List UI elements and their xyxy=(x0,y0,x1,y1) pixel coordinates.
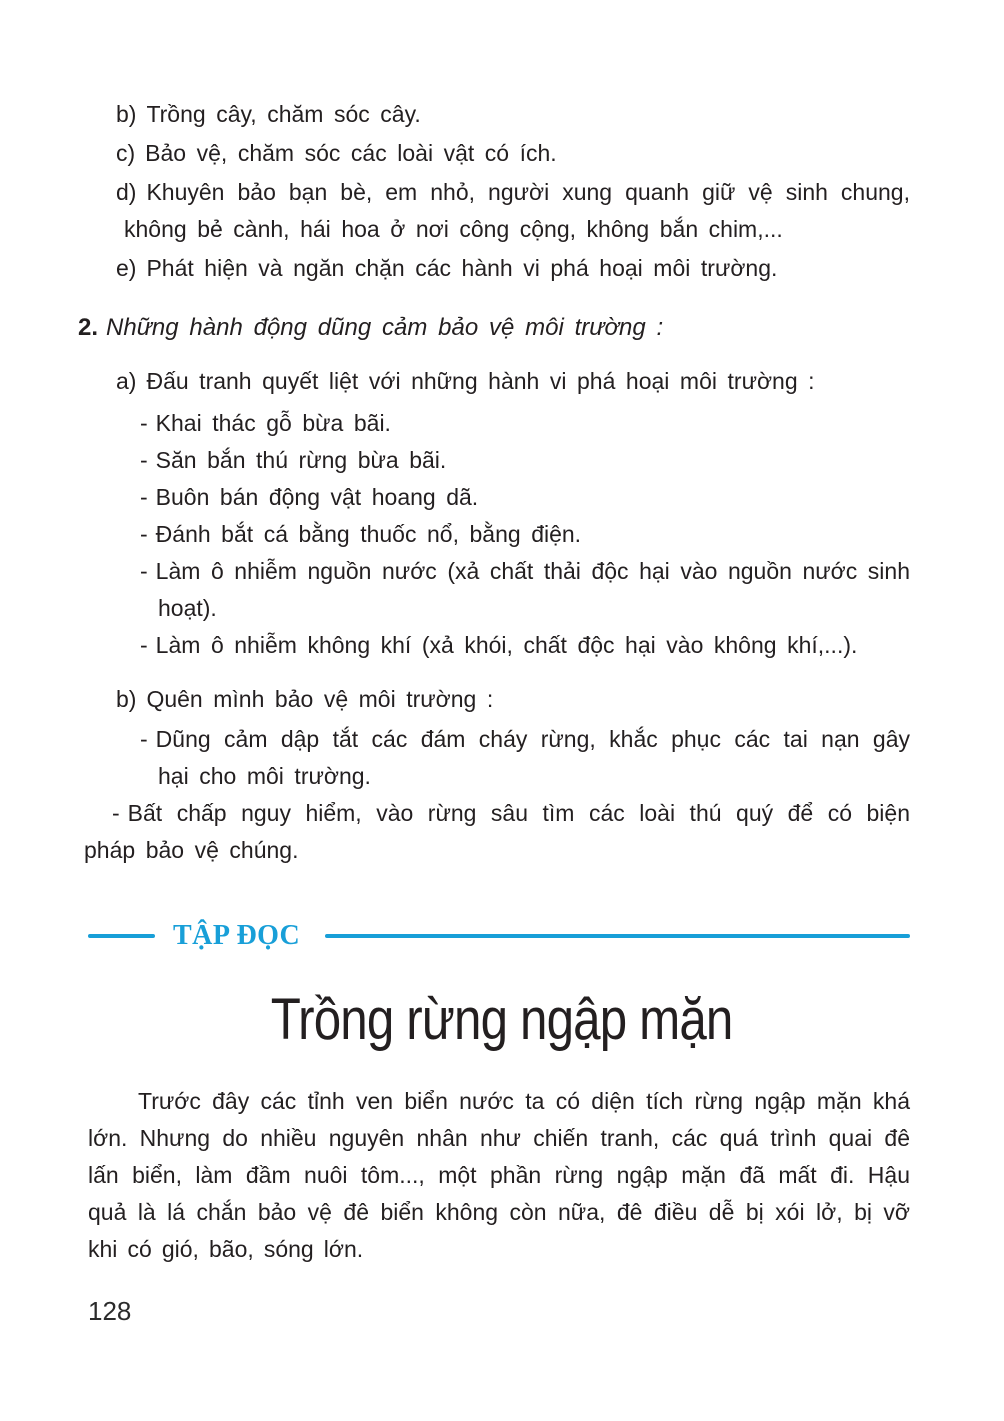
bullet-item xyxy=(140,405,910,442)
section-label: TẬP ĐỌC xyxy=(173,920,301,951)
exercise-number: 2. xyxy=(78,314,99,341)
part-label: b) xyxy=(116,686,137,712)
exercise-heading-text: Những hành động dũng cảm bảo vệ môi trường : xyxy=(106,314,664,341)
bullet-item xyxy=(140,442,910,479)
bullet-dash: - xyxy=(140,410,148,436)
bullet-dash: - xyxy=(140,726,148,752)
bullet-dash: - xyxy=(140,484,148,510)
header-rule-right xyxy=(325,934,910,938)
item-label: e) xyxy=(116,255,137,281)
part-b-heading xyxy=(116,681,910,718)
bullet-item xyxy=(140,553,910,627)
bullet-dash: - xyxy=(140,632,148,658)
part-a-heading xyxy=(116,363,910,400)
bullet-dash: - xyxy=(140,447,148,473)
bullet-item xyxy=(140,516,910,553)
item-text: Khuyên bảo bạn bè, em nhỏ, người xung quanh giữ vệ sinh chung, không bẻ cành, hái hoa ở nơi công cộng, không bắn chim,... xyxy=(124,179,910,242)
exercise-2-heading xyxy=(78,309,910,346)
header-rule-left xyxy=(88,934,155,938)
bullet-item xyxy=(140,721,910,795)
bullet-text: Đánh bắt cá bằng thuốc nổ, bằng điện. xyxy=(155,521,582,547)
list-item xyxy=(116,96,910,133)
bullet-text: Bất chấp nguy hiểm, vào rừng sâu tìm các loài thú quý để có biện pháp bảo vệ chúng. xyxy=(84,800,910,863)
item-label: d) xyxy=(116,179,137,205)
part-heading-text: Đấu tranh quyết liệt với những hành vi phá hoại môi trường : xyxy=(146,368,815,394)
bullet-item xyxy=(84,795,910,869)
exercise-section xyxy=(78,96,910,869)
bullet-dash: - xyxy=(112,800,120,826)
part-b-bullet-list xyxy=(84,721,910,869)
bullet-item xyxy=(140,479,910,516)
reading-section-header xyxy=(88,920,910,952)
bullet-dash: - xyxy=(140,558,148,584)
list-item xyxy=(116,250,910,287)
part-heading-text: Quên mình bảo vệ môi trường : xyxy=(146,686,494,712)
part-a-bullet-list xyxy=(88,405,910,664)
item-label: b) xyxy=(116,101,137,127)
reading-paragraph: Trước đây các tỉnh ven biển nước ta có diện tích rừng ngập mặn khá lớn. Nhưng do nhiều nguyên nhân như chiến tranh, các quá trình quai đê lấn biển, làm đầm nuôi tôm..., một phần rừng ngập mặn đã mất đi. Hậu quả là lá chắn bảo vệ đê biển không còn nữa, đê điều dễ bị xói lở, bị vỡ khi có gió, bão, sóng lớn. xyxy=(88,1088,910,1262)
bullet-text: Dũng cảm dập tắt các đám cháy rừng, khắc phục các tai nạn gây hại cho môi trường. xyxy=(155,726,910,789)
item-text: Bảo vệ, chăm sóc các loài vật có ích. xyxy=(145,140,557,166)
bullet-text: Săn bắn thú rừng bừa bãi. xyxy=(155,447,447,473)
part-label: a) xyxy=(116,368,137,394)
item-label: c) xyxy=(116,140,136,166)
list-item xyxy=(116,135,910,172)
bullet-item xyxy=(140,627,910,664)
bullet-text: Khai thác gỗ bừa bãi. xyxy=(155,410,391,436)
page-number: 128 xyxy=(88,1296,132,1326)
bullet-text: Làm ô nhiễm nguồn nước (xả chất thải độc hại vào nguồn nước sinh hoạt). xyxy=(155,558,910,621)
reading-title: Trồng rừng ngập mặn xyxy=(271,987,733,1052)
bullet-text: Buôn bán động vật hoang dã. xyxy=(155,484,479,510)
list-item xyxy=(116,174,910,248)
item-text: Phát hiện và ngăn chặn các hành vi phá hoại môi trường. xyxy=(146,255,778,281)
bullet-dash: - xyxy=(140,521,148,547)
bullet-text: Làm ô nhiễm không khí (xả khói, chất độc hại vào không khí,...). xyxy=(155,632,858,658)
item-text: Trồng cây, chăm sóc cây. xyxy=(146,101,421,127)
